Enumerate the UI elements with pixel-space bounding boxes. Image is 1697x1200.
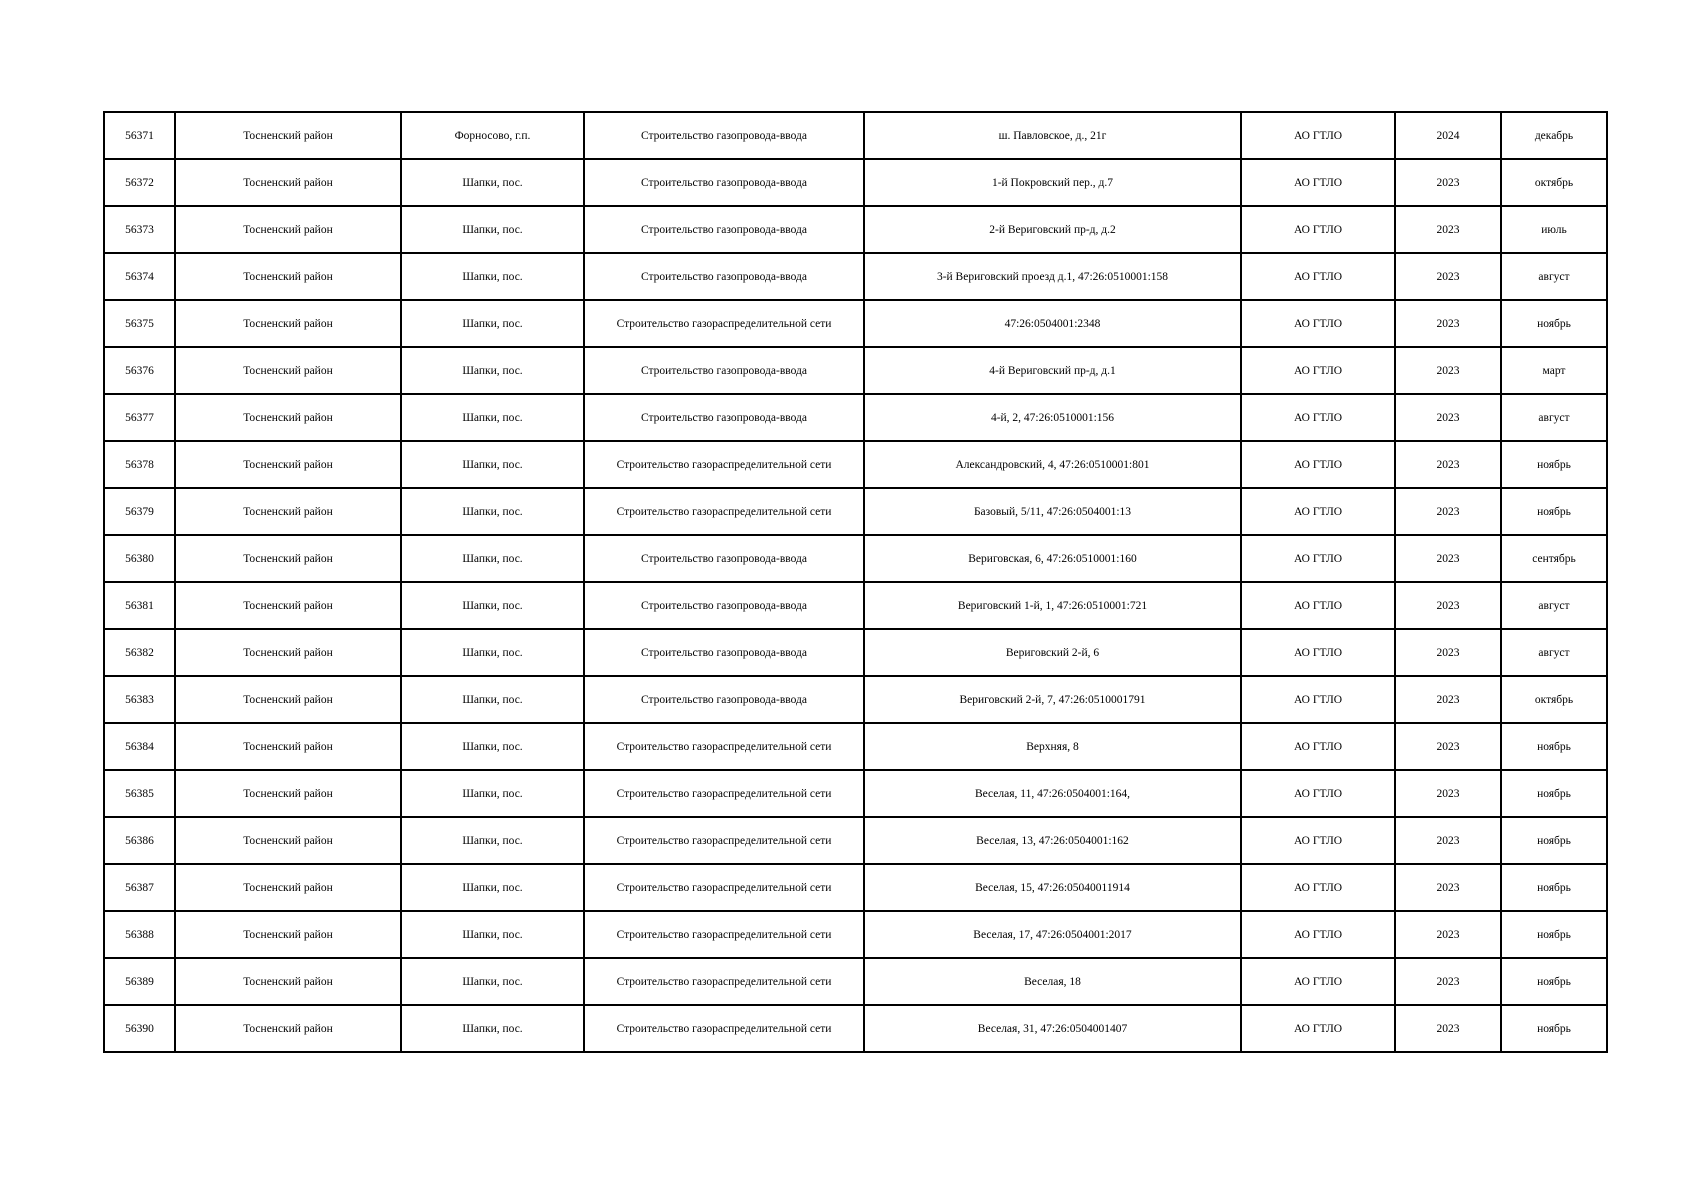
cell-month: ноябрь [1501, 864, 1607, 911]
cell-year: 2023 [1395, 441, 1501, 488]
cell-id: 56389 [104, 958, 175, 1005]
cell-year: 2023 [1395, 347, 1501, 394]
cell-work: Строительство газораспределительной сети [584, 1005, 864, 1052]
cell-work: Строительство газопровода-ввода [584, 582, 864, 629]
cell-district: Тосненский район [175, 864, 401, 911]
cell-work: Строительство газопровода-ввода [584, 206, 864, 253]
cell-id: 56380 [104, 535, 175, 582]
table-row [104, 1005, 1607, 1052]
cell-address: Веселая, 31, 47:26:0504001407 [864, 1005, 1241, 1052]
cell-org: АО ГТЛО [1241, 206, 1395, 253]
cell-month: ноябрь [1501, 911, 1607, 958]
cell-settlement: Шапки, пос. [401, 629, 584, 676]
table-row [104, 253, 1607, 300]
cell-year: 2023 [1395, 864, 1501, 911]
table-row [104, 441, 1607, 488]
cell-org: АО ГТЛО [1241, 629, 1395, 676]
cell-work: Строительство газораспределительной сети [584, 441, 864, 488]
cell-district: Тосненский район [175, 253, 401, 300]
cell-year: 2023 [1395, 817, 1501, 864]
cell-month: март [1501, 347, 1607, 394]
cell-org: АО ГТЛО [1241, 770, 1395, 817]
cell-org: АО ГТЛО [1241, 347, 1395, 394]
cell-month: ноябрь [1501, 1005, 1607, 1052]
cell-id: 56377 [104, 394, 175, 441]
cell-district: Тосненский район [175, 112, 401, 159]
cell-org: АО ГТЛО [1241, 535, 1395, 582]
cell-org: АО ГТЛО [1241, 723, 1395, 770]
cell-id: 56383 [104, 676, 175, 723]
cell-work: Строительство газораспределительной сети [584, 817, 864, 864]
cell-settlement: Шапки, пос. [401, 300, 584, 347]
cell-settlement: Форносово, г.п. [401, 112, 584, 159]
cell-id: 56374 [104, 253, 175, 300]
cell-settlement: Шапки, пос. [401, 253, 584, 300]
cell-org: АО ГТЛО [1241, 676, 1395, 723]
table-row [104, 347, 1607, 394]
cell-id: 56382 [104, 629, 175, 676]
cell-month: октябрь [1501, 159, 1607, 206]
table-row [104, 206, 1607, 253]
cell-month: июль [1501, 206, 1607, 253]
cell-month: ноябрь [1501, 958, 1607, 1005]
cell-work: Строительство газопровода-ввода [584, 394, 864, 441]
cell-settlement: Шапки, пос. [401, 535, 584, 582]
cell-org: АО ГТЛО [1241, 112, 1395, 159]
gasification-table [103, 111, 1608, 1053]
cell-settlement: Шапки, пос. [401, 817, 584, 864]
cell-district: Тосненский район [175, 394, 401, 441]
cell-district: Тосненский район [175, 206, 401, 253]
cell-id: 56390 [104, 1005, 175, 1052]
cell-org: АО ГТЛО [1241, 864, 1395, 911]
table-body [104, 112, 1607, 1052]
cell-settlement: Шапки, пос. [401, 1005, 584, 1052]
table-row [104, 723, 1607, 770]
cell-address: Базовый, 5/11, 47:26:0504001:13 [864, 488, 1241, 535]
cell-district: Тосненский район [175, 159, 401, 206]
cell-id: 56385 [104, 770, 175, 817]
cell-org: АО ГТЛО [1241, 441, 1395, 488]
cell-district: Тосненский район [175, 1005, 401, 1052]
cell-work: Строительство газораспределительной сети [584, 300, 864, 347]
cell-work: Строительство газораспределительной сети [584, 488, 864, 535]
cell-district: Тосненский район [175, 770, 401, 817]
cell-year: 2023 [1395, 723, 1501, 770]
cell-year: 2023 [1395, 253, 1501, 300]
cell-address: Александровский, 4, 47:26:0510001:801 [864, 441, 1241, 488]
table-row [104, 629, 1607, 676]
cell-year: 2023 [1395, 676, 1501, 723]
cell-month: ноябрь [1501, 441, 1607, 488]
cell-work: Строительство газораспределительной сети [584, 723, 864, 770]
cell-address: ш. Павловское, д., 21г [864, 112, 1241, 159]
cell-address: Вериговский 2-й, 6 [864, 629, 1241, 676]
cell-district: Тосненский район [175, 911, 401, 958]
table-row [104, 112, 1607, 159]
cell-address: 4-й, 2, 47:26:0510001:156 [864, 394, 1241, 441]
cell-month: ноябрь [1501, 300, 1607, 347]
cell-work: Строительство газопровода-ввода [584, 535, 864, 582]
table-row [104, 864, 1607, 911]
cell-year: 2023 [1395, 911, 1501, 958]
cell-address: Вериговский 2-й, 7, 47:26:0510001791 [864, 676, 1241, 723]
cell-id: 56379 [104, 488, 175, 535]
table-row [104, 911, 1607, 958]
cell-settlement: Шапки, пос. [401, 347, 584, 394]
cell-settlement: Шапки, пос. [401, 676, 584, 723]
cell-address: Верхняя, 8 [864, 723, 1241, 770]
cell-month: ноябрь [1501, 488, 1607, 535]
cell-org: АО ГТЛО [1241, 958, 1395, 1005]
cell-year: 2023 [1395, 1005, 1501, 1052]
cell-year: 2023 [1395, 958, 1501, 1005]
cell-id: 56373 [104, 206, 175, 253]
cell-work: Строительство газораспределительной сети [584, 958, 864, 1005]
cell-org: АО ГТЛО [1241, 1005, 1395, 1052]
cell-district: Тосненский район [175, 488, 401, 535]
cell-address: 47:26:0504001:2348 [864, 300, 1241, 347]
cell-work: Строительство газопровода-ввода [584, 112, 864, 159]
cell-settlement: Шапки, пос. [401, 206, 584, 253]
cell-work: Строительство газораспределительной сети [584, 864, 864, 911]
cell-year: 2023 [1395, 488, 1501, 535]
cell-address: 1-й Покровский пер., д.7 [864, 159, 1241, 206]
cell-address: Вериговская, 6, 47:26:0510001:160 [864, 535, 1241, 582]
table-row [104, 817, 1607, 864]
cell-district: Тосненский район [175, 441, 401, 488]
cell-org: АО ГТЛО [1241, 582, 1395, 629]
cell-org: АО ГТЛО [1241, 488, 1395, 535]
cell-id: 56371 [104, 112, 175, 159]
cell-month: август [1501, 253, 1607, 300]
cell-district: Тосненский район [175, 629, 401, 676]
cell-settlement: Шапки, пос. [401, 911, 584, 958]
table-row [104, 488, 1607, 535]
cell-id: 56381 [104, 582, 175, 629]
cell-work: Строительство газопровода-ввода [584, 253, 864, 300]
cell-month: декабрь [1501, 112, 1607, 159]
cell-address: Веселая, 15, 47:26:05040011914 [864, 864, 1241, 911]
cell-district: Тосненский район [175, 817, 401, 864]
cell-settlement: Шапки, пос. [401, 582, 584, 629]
cell-id: 56378 [104, 441, 175, 488]
cell-district: Тосненский район [175, 958, 401, 1005]
cell-id: 56376 [104, 347, 175, 394]
cell-org: АО ГТЛО [1241, 394, 1395, 441]
cell-month: август [1501, 582, 1607, 629]
cell-month: август [1501, 629, 1607, 676]
cell-district: Тосненский район [175, 723, 401, 770]
cell-address: Вериговский 1-й, 1, 47:26:0510001:721 [864, 582, 1241, 629]
cell-work: Строительство газопровода-ввода [584, 676, 864, 723]
cell-settlement: Шапки, пос. [401, 864, 584, 911]
cell-id: 56375 [104, 300, 175, 347]
cell-year: 2023 [1395, 582, 1501, 629]
table-row [104, 958, 1607, 1005]
cell-address: 4-й Вериговский пр-д, д.1 [864, 347, 1241, 394]
cell-district: Тосненский район [175, 582, 401, 629]
cell-address: 3-й Вериговский проезд д.1, 47:26:0510001:158 [864, 253, 1241, 300]
cell-address: Веселая, 18 [864, 958, 1241, 1005]
cell-month: сентябрь [1501, 535, 1607, 582]
cell-year: 2024 [1395, 112, 1501, 159]
cell-settlement: Шапки, пос. [401, 958, 584, 1005]
table-row [104, 394, 1607, 441]
cell-org: АО ГТЛО [1241, 159, 1395, 206]
cell-year: 2023 [1395, 300, 1501, 347]
cell-settlement: Шапки, пос. [401, 770, 584, 817]
cell-org: АО ГТЛО [1241, 911, 1395, 958]
cell-month: ноябрь [1501, 770, 1607, 817]
cell-org: АО ГТЛО [1241, 300, 1395, 347]
cell-settlement: Шапки, пос. [401, 159, 584, 206]
cell-work: Строительство газораспределительной сети [584, 770, 864, 817]
cell-address: Веселая, 13, 47:26:0504001:162 [864, 817, 1241, 864]
table-row [104, 582, 1607, 629]
cell-district: Тосненский район [175, 535, 401, 582]
cell-address: 2-й Вериговский пр-д, д.2 [864, 206, 1241, 253]
table-row [104, 676, 1607, 723]
cell-settlement: Шапки, пос. [401, 394, 584, 441]
cell-id: 56388 [104, 911, 175, 958]
cell-district: Тосненский район [175, 300, 401, 347]
cell-id: 56386 [104, 817, 175, 864]
cell-month: август [1501, 394, 1607, 441]
cell-settlement: Шапки, пос. [401, 488, 584, 535]
cell-district: Тосненский район [175, 347, 401, 394]
cell-id: 56387 [104, 864, 175, 911]
table-row [104, 159, 1607, 206]
cell-address: Веселая, 17, 47:26:0504001:2017 [864, 911, 1241, 958]
cell-org: АО ГТЛО [1241, 817, 1395, 864]
cell-org: АО ГТЛО [1241, 253, 1395, 300]
cell-year: 2023 [1395, 629, 1501, 676]
cell-year: 2023 [1395, 770, 1501, 817]
cell-year: 2023 [1395, 394, 1501, 441]
cell-address: Веселая, 11, 47:26:0504001:164, [864, 770, 1241, 817]
table-row [104, 770, 1607, 817]
cell-id: 56372 [104, 159, 175, 206]
cell-work: Строительство газопровода-ввода [584, 347, 864, 394]
cell-work: Строительство газопровода-ввода [584, 159, 864, 206]
cell-month: октябрь [1501, 676, 1607, 723]
cell-district: Тосненский район [175, 676, 401, 723]
cell-work: Строительство газораспределительной сети [584, 911, 864, 958]
cell-month: ноябрь [1501, 723, 1607, 770]
cell-year: 2023 [1395, 535, 1501, 582]
table-row [104, 300, 1607, 347]
cell-settlement: Шапки, пос. [401, 723, 584, 770]
cell-id: 56384 [104, 723, 175, 770]
cell-year: 2023 [1395, 159, 1501, 206]
cell-settlement: Шапки, пос. [401, 441, 584, 488]
table-row [104, 535, 1607, 582]
cell-year: 2023 [1395, 206, 1501, 253]
cell-work: Строительство газопровода-ввода [584, 629, 864, 676]
cell-month: ноябрь [1501, 817, 1607, 864]
